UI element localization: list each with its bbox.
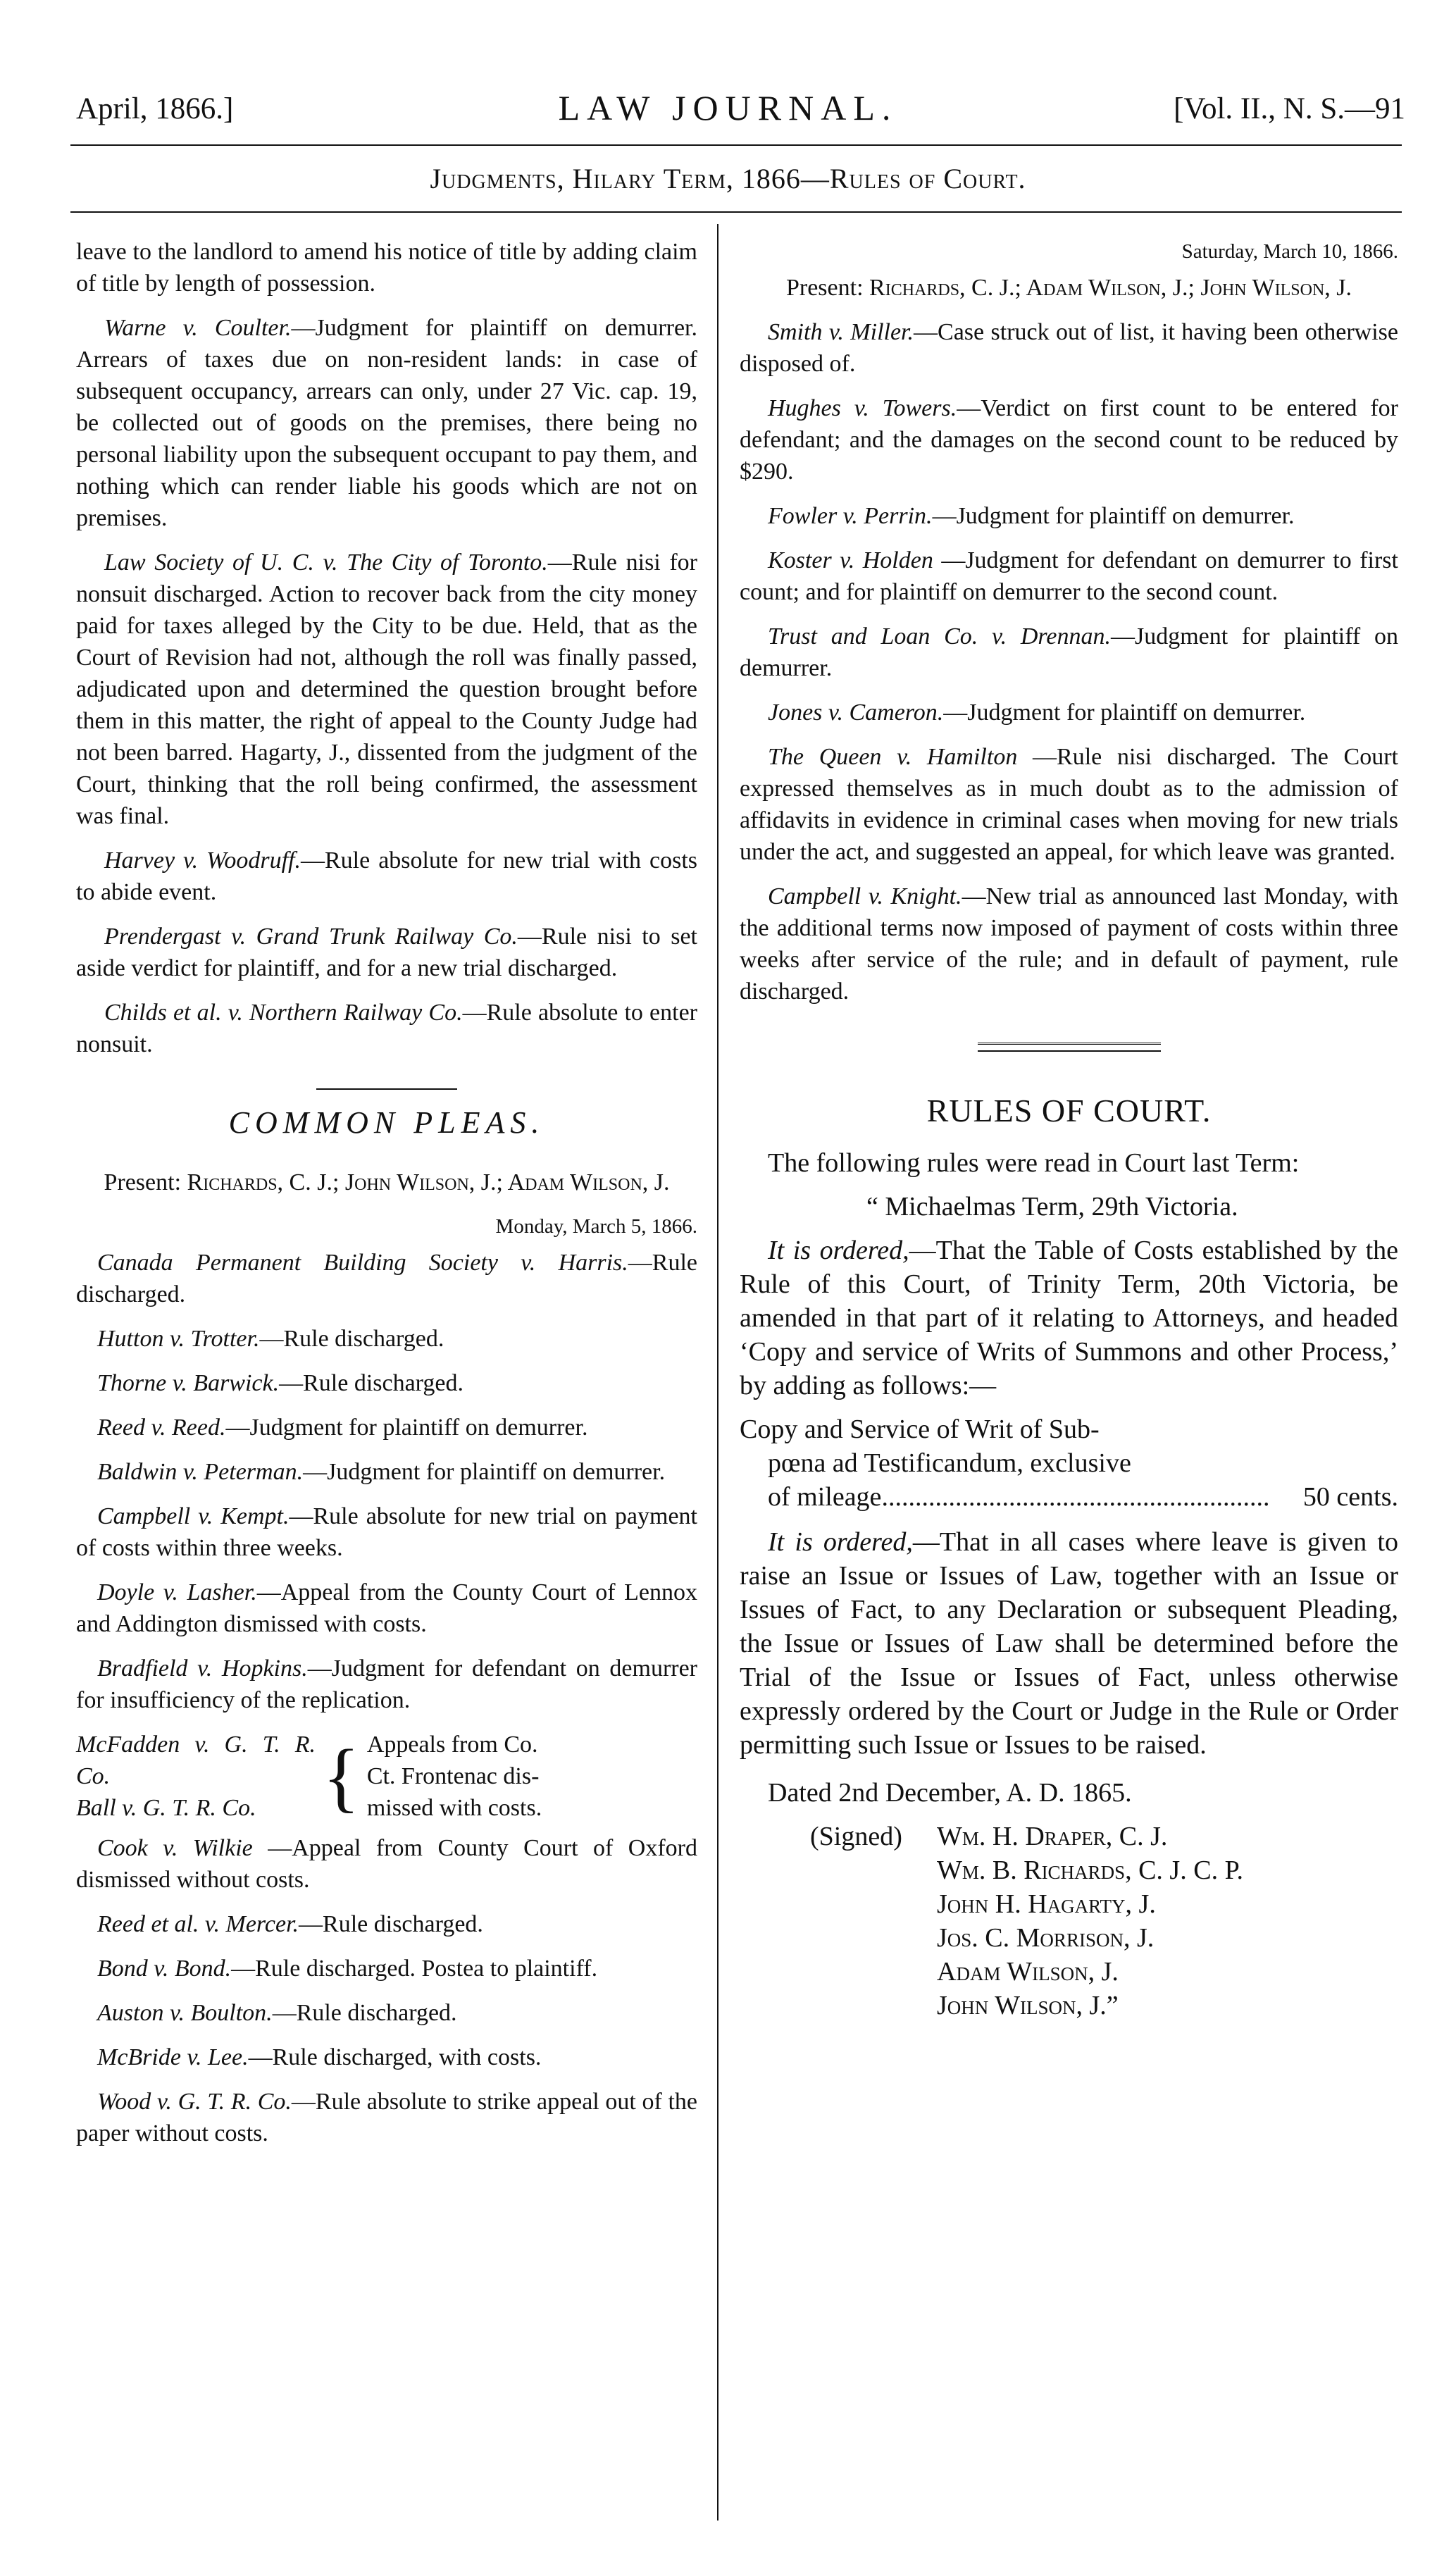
case-text: —Rule absolute to strike appeal out of the paper without costs. [76, 2089, 698, 2146]
case-entry [740, 881, 1398, 1007]
header-rule [70, 144, 1402, 146]
case-text: —Appeal from County Court of Oxford dismissed without costs. [76, 1835, 697, 1893]
case-entry [76, 1577, 697, 1640]
case-entry [76, 1367, 697, 1399]
case-text: —Rule absolute for new trial on payment of costs within three weeks. [76, 1503, 697, 1561]
case-text: —New trial as announced last Monday, with the additional terms now imposed of payment of costs within three weeks after service of the rule; and in default of payment, rule discharged. [740, 883, 1398, 1005]
case-entry [76, 1908, 697, 1940]
rules-term: “ Michaelmas Term, 29th Victoria. [866, 1192, 1238, 1222]
signatory-name: John Wilson, J.” [937, 1991, 1119, 2020]
sitting-date: Monday, March 5, 1866. [495, 1215, 697, 1238]
case-text: —Rule discharged. [259, 1326, 444, 1352]
rules-intro: The following rules were read in Court last Term: [768, 1148, 1300, 1178]
case-names: Prendergast v. Grand Trunk Railway Co. [104, 924, 518, 950]
intro-paragraph: leave to the landlord to amend his notice of title by adding claim of title by length of possession. [76, 239, 697, 297]
case-entry [740, 741, 1398, 868]
case-entry [76, 845, 697, 908]
case-entry [76, 1456, 697, 1488]
rules-of-court [740, 1094, 1398, 2022]
signatory-name: John H. Hagarty, J. [937, 1889, 1156, 1919]
signatories [937, 1820, 1243, 2022]
present-judges: Present: Richards, C. J.; Adam Wilson, J.; John Wilson, J. [785, 275, 1352, 301]
brace-icon: { [323, 1733, 360, 1820]
right-column [740, 236, 1398, 2022]
case-text: —Judgment for plaintiff on demurrer. [932, 503, 1295, 529]
common-pleas-entries-continued [76, 1832, 697, 2149]
case-names: Campbell v. Knight. [768, 883, 962, 909]
case-names: Hutton v. Trotter. [97, 1326, 260, 1352]
present-judges: Present: Richards, C. J.; John Wilson, J.; Adam Wilson, J. [104, 1169, 670, 1195]
cost-item: Copy and Service of Writ of Sub- pœna ad Testificandum, exclusive of mileage .......................................................... 50 cents. [740, 1412, 1398, 1514]
case-names: Jones v. Cameron. [768, 700, 944, 726]
sitting-date: Saturday, March 10, 1866. [1181, 240, 1398, 263]
case-text: —Case struck out of list, it having been otherwise disposed of. [740, 319, 1398, 377]
case-names: Fowler v. Perrin. [768, 503, 933, 529]
appeal-group [76, 1729, 697, 1824]
case-entry [740, 316, 1398, 380]
case-names: Campbell v. Kempt. [97, 1503, 290, 1529]
case-names: Reed et al. v. Mercer. [97, 1911, 299, 1937]
case-text: —Judgment for plaintiff on demurrer. [303, 1459, 666, 1485]
case-text: —Rule discharged. [299, 1911, 483, 1937]
case-entry [76, 997, 697, 1060]
signed-label: (Signed) [810, 1822, 902, 1851]
judge-names: Richards, C. J.; John Wilson, J.; Adam Wilson, J. [187, 1169, 670, 1195]
case-entry [76, 1247, 697, 1310]
case-names: Smith v. Miller. [768, 319, 914, 345]
case-text: —Judgment for defendant on demurrer to first count; and for plaintiff on demurrer to the second count. [740, 547, 1398, 605]
case-entry [76, 1653, 697, 1716]
signatory-name: Wm. H. Draper, C. J. [937, 1822, 1168, 1851]
case-entry [740, 697, 1398, 728]
cost-amount: 50 cents. [1302, 1482, 1398, 1512]
journal-title: LAW JOURNAL. [558, 88, 898, 128]
judge-names: Richards, C. J.; Adam Wilson, J.; John Wilson, J. [869, 275, 1352, 301]
case-entry [76, 312, 697, 534]
case-text: —Verdict on first count to be entered for defendant; and the damages on the second count to be reduced by $290. [740, 395, 1398, 485]
case-text: —Rule discharged. [272, 2000, 457, 2026]
case-names: Reed v. Reed. [97, 1415, 226, 1441]
header-volume: [Vol. II., N. S.—91 [1174, 92, 1405, 125]
case-entry [76, 1412, 697, 1443]
section-title-rules: RULES OF COURT. [926, 1093, 1212, 1129]
case-entry [740, 500, 1398, 532]
case-text: —Judgment for plaintiff on demurrer. Arrears of taxes due on non-resident lands: in case of subsequent occupancy, arrears can only, under 27 Vic. cap. 19, be collected out of goods on the premises, there being no personal liability upon the subsequent occupant to pay them, and nothing which can render liable his goods which are not on premises. [76, 315, 697, 531]
case-text: —Rule absolute for new trial with costs to abide event. [76, 847, 697, 905]
case-names: Warne v. Coulter. [104, 315, 292, 341]
case-names: Auston v. Boulton. [97, 2000, 273, 2026]
case-text: —Judgment for plaintiff on demurrer. [225, 1415, 588, 1441]
queens-bench-entries [740, 316, 1398, 1007]
case-entry [740, 621, 1398, 684]
case-entry [740, 545, 1398, 608]
case-text: —Judgment for plaintiff on demurrer. [943, 700, 1306, 726]
case-text: —Judgment for defendant on demurrer for insufficiency of the replication. [76, 1655, 697, 1713]
case-entry [76, 2086, 697, 2149]
case-text: —Rule discharged. [76, 1250, 697, 1307]
order-paragraph: It is ordered,—That in all cases where leave is given to raise an Issue or Issues of Law, together with an Issue or Issues of Fact, to any Declaration or subsequent Pleading, the Issue or Issues of Law shall be determined before the Trial of the Issue or Issues of Fact, unless otherwise expressly ordered by the Court or Judge in the Rule or Order permitting such Issue or Issues to be raised. [740, 1527, 1398, 1760]
appeal-case-names: McFadden v. G. T. R. Co. Ball v. G. T. R. Co. [76, 1732, 316, 1821]
dot-leader: .......................................................... [881, 1482, 1270, 1512]
case-text: —Rule absolute to enter nonsuit. [76, 1000, 698, 1057]
case-names: Canada Permanent Building Society v. Harris. [97, 1250, 628, 1276]
case-entry [740, 392, 1398, 487]
case-names: Harvey v. Woodruff. [104, 847, 301, 874]
case-entry [76, 1997, 697, 2029]
case-names: Baldwin v. Peterman. [97, 1459, 304, 1485]
case-text: —Rule discharged, with costs. [248, 2044, 542, 2070]
case-entry [76, 1500, 697, 1564]
case-entry [76, 1953, 697, 1984]
header-date: April, 1866.] [76, 92, 234, 125]
case-names: Cook v. Wilkie [97, 1835, 253, 1861]
case-entry [76, 547, 697, 832]
section-subheader: Judgments, Hilary Term, 1866—Rules of Court. [430, 163, 1026, 194]
case-names: Bradfield v. Hopkins. [97, 1655, 308, 1682]
case-text: —Appeal from the County Court of Lennox and Addington dismissed with costs. [76, 1579, 698, 1637]
case-text: —Rule discharged. [279, 1370, 463, 1396]
subheader-rule [70, 211, 1402, 213]
appeal-result: Appeals from Co. Ct. Frontenac dis- missed with costs. [366, 1732, 542, 1821]
case-names: Law Society of U. C. v. The City of Toronto. [104, 549, 548, 576]
case-text: —Rule nisi to set aside verdict for plaintiff, and for a new trial discharged. [76, 924, 697, 981]
case-text: —Judgment for plaintiff on demurrer. [740, 623, 1399, 681]
section-title-common-pleas: COMMON PLEAS. [228, 1105, 545, 1140]
case-names: Wood v. G. T. R. Co. [97, 2089, 292, 2115]
column-divider [717, 224, 718, 2521]
signatory-name: Wm. B. Richards, C. J. C. P. [937, 1856, 1243, 1885]
section-double-rule [978, 1043, 1161, 1052]
case-names: Childs et al. v. Northern Railway Co. [104, 1000, 463, 1026]
running-header [0, 88, 1456, 141]
left-column [76, 236, 697, 2162]
case-text: —Rule nisi for nonsuit discharged. Action to recover back from the city money paid for taxes alleged by the City to be due. Held, that as the Court of Revision had not, although the roll was finally passed, adjudicated upon and determined the question brought before them in this matter, the right of appeal to the County Judge had not been barred. Hagarty, J., dissented from the judgment of the Court, thinking that the roll being confirmed, the assessment was final. [76, 549, 697, 829]
order-paragraph: It is ordered,—That the Table of Costs established by the Rule of this Court, of Trinity Term, 20th Victoria, be amended in that part of it relating to Attorneys, and headed ‘Copy and service of Writs of Summons and other Process,’ by adding as follows:— [740, 1236, 1398, 1400]
case-text: —Rule discharged. Postea to plaintiff. [231, 1956, 598, 1982]
signature-block [740, 1820, 1398, 2022]
signatory-name: Adam Wilson, J. [937, 1957, 1119, 1987]
case-names: The Queen v. Hamilton [768, 744, 1018, 770]
case-entry [76, 1323, 697, 1355]
case-names: Hughes v. Towers. [768, 395, 957, 421]
case-names: McBride v. Lee. [97, 2044, 249, 2070]
case-entry [76, 921, 697, 984]
common-pleas-entries [76, 1247, 697, 1716]
case-entry [76, 2041, 697, 2073]
case-names: Bond v. Bond. [97, 1956, 232, 1982]
signatory-name: Jos. C. Morrison, J. [937, 1923, 1155, 1953]
dated-line: Dated 2nd December, A. D. 1865. [768, 1778, 1132, 1808]
case-entry [76, 1832, 697, 1896]
case-names: Koster v. Holden [768, 547, 933, 573]
case-text: —Rule nisi discharged. The Court expressed themselves as in much doubt as to the admission of affidavits in evidence in criminal cases when moving for new trials under the act, and suggested an appeal, for which leave was granted. [740, 744, 1398, 865]
case-names: Doyle v. Lasher. [97, 1579, 257, 1605]
case-names: Thorne v. Barwick. [97, 1370, 280, 1396]
section-divider [316, 1088, 457, 1090]
case-names: Trust and Loan Co. v. Drennan. [768, 623, 1111, 649]
